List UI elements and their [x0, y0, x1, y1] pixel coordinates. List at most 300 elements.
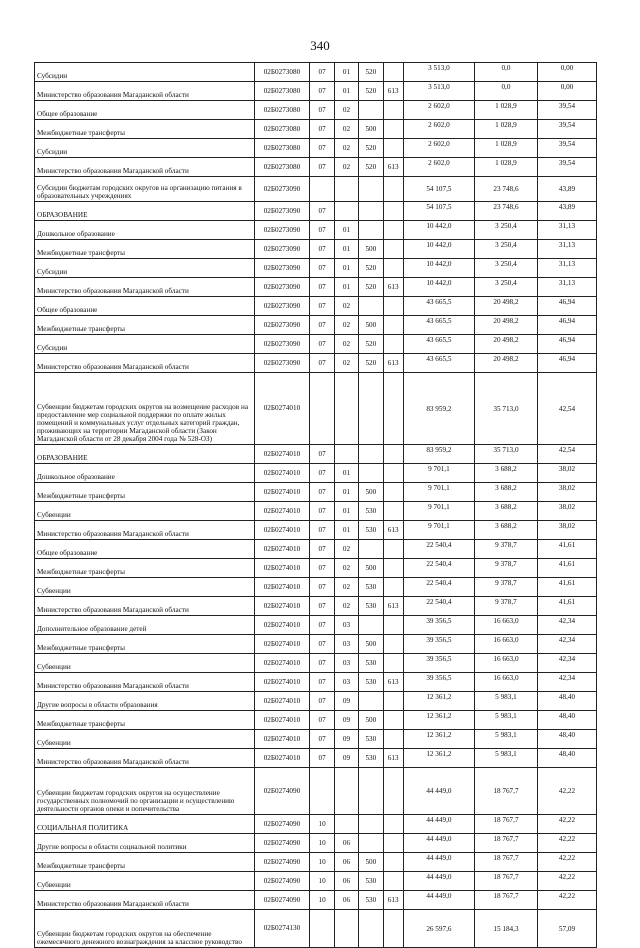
row-section-cell: [310, 177, 334, 202]
row-approved-cell: 39 356,5: [403, 654, 474, 673]
row-code-cell: 02Б0274010: [254, 521, 310, 540]
table-row: [35, 240, 597, 259]
row-subsection-cell: 02: [334, 297, 358, 316]
row-executed-cell: 9 378,7: [474, 597, 537, 616]
row-subsection-cell: 02: [334, 120, 358, 139]
row-administrator-cell: [383, 540, 403, 559]
row-administrator-cell: [383, 259, 403, 278]
row-subsection-cell: 03: [334, 673, 358, 692]
row-code-cell: 02Б0274010: [254, 711, 310, 730]
row-expense-type-cell: 520: [359, 139, 383, 158]
table-row: [35, 692, 597, 711]
row-executed-cell: 5 983,1: [474, 749, 537, 768]
row-percent-cell: 42,22: [537, 815, 596, 834]
table-body: [35, 63, 597, 948]
row-administrator-cell: [383, 711, 403, 730]
row-name-cell: ОБРАЗОВАНИЕ: [35, 202, 255, 221]
row-subsection-cell: 09: [334, 730, 358, 749]
row-executed-cell: 3 688,2: [474, 464, 537, 483]
row-section-cell: 07: [310, 202, 334, 221]
row-executed-cell: 5 983,1: [474, 711, 537, 730]
row-administrator-cell: 613: [383, 673, 403, 692]
row-percent-cell: 31,13: [537, 221, 596, 240]
row-executed-cell: 5 983,1: [474, 692, 537, 711]
row-section-cell: 07: [310, 278, 334, 297]
row-name-cell: Субвенции: [35, 730, 255, 749]
row-name-cell: СОЦИАЛЬНАЯ ПОЛИТИКА: [35, 815, 255, 834]
row-subsection-cell: 02: [334, 101, 358, 120]
row-section-cell: 07: [310, 221, 334, 240]
row-administrator-cell: [383, 240, 403, 259]
row-percent-cell: 42,34: [537, 673, 596, 692]
row-approved-cell: 26 597,6: [403, 910, 474, 948]
row-percent-cell: 43,89: [537, 177, 596, 202]
row-section-cell: 07: [310, 597, 334, 616]
row-approved-cell: 10 442,0: [403, 240, 474, 259]
row-approved-cell: 44 449,0: [403, 853, 474, 872]
row-expense-type-cell: [359, 297, 383, 316]
row-percent-cell: 57,09: [537, 910, 596, 948]
row-administrator-cell: [383, 177, 403, 202]
row-code-cell: 02Б0273090: [254, 221, 310, 240]
row-expense-type-cell: 520: [359, 335, 383, 354]
row-code-cell: 02Б0274090: [254, 815, 310, 834]
row-approved-cell: 3 513,0: [403, 82, 474, 101]
row-approved-cell: 9 701,1: [403, 502, 474, 521]
table-row: [35, 578, 597, 597]
row-executed-cell: 23 748,6: [474, 177, 537, 202]
row-administrator-cell: [383, 559, 403, 578]
row-executed-cell: 20 498,2: [474, 316, 537, 335]
row-executed-cell: 5 983,1: [474, 730, 537, 749]
row-subsection-cell: 09: [334, 711, 358, 730]
row-approved-cell: 44 449,0: [403, 768, 474, 815]
row-section-cell: 07: [310, 692, 334, 711]
row-name-cell: Межбюджетные трансферты: [35, 316, 255, 335]
row-expense-type-cell: [359, 101, 383, 120]
row-administrator-cell: [383, 578, 403, 597]
table-row: [35, 316, 597, 335]
row-expense-type-cell: 520: [359, 63, 383, 82]
row-name-cell: Межбюджетные трансферты: [35, 120, 255, 139]
row-expense-type-cell: [359, 834, 383, 853]
row-percent-cell: 0,00: [537, 63, 596, 82]
table-row: [35, 749, 597, 768]
row-expense-type-cell: 520: [359, 259, 383, 278]
row-subsection-cell: [334, 815, 358, 834]
row-percent-cell: 39,54: [537, 139, 596, 158]
row-code-cell: 02Б0273080: [254, 82, 310, 101]
row-section-cell: 07: [310, 730, 334, 749]
row-approved-cell: 83 959,2: [403, 373, 474, 445]
row-administrator-cell: [383, 483, 403, 502]
row-approved-cell: 39 356,5: [403, 673, 474, 692]
row-subsection-cell: 01: [334, 240, 358, 259]
row-expense-type-cell: 500: [359, 711, 383, 730]
row-name-cell: Субсидии: [35, 63, 255, 82]
row-percent-cell: 42,22: [537, 853, 596, 872]
row-expense-type-cell: 530: [359, 872, 383, 891]
row-percent-cell: 42,34: [537, 616, 596, 635]
row-executed-cell: 9 378,7: [474, 559, 537, 578]
row-percent-cell: 31,13: [537, 259, 596, 278]
row-name-cell: Субсидии: [35, 335, 255, 354]
row-executed-cell: 20 498,2: [474, 354, 537, 373]
row-percent-cell: 38,02: [537, 502, 596, 521]
row-code-cell: 02Б0273080: [254, 101, 310, 120]
row-code-cell: 02Б0274010: [254, 654, 310, 673]
row-expense-type-cell: [359, 768, 383, 815]
row-percent-cell: 0,00: [537, 82, 596, 101]
row-subsection-cell: 06: [334, 853, 358, 872]
row-administrator-cell: [383, 464, 403, 483]
row-name-cell: Министерство образования Магаданской области: [35, 354, 255, 373]
row-code-cell: 02Б0273090: [254, 177, 310, 202]
row-expense-type-cell: [359, 616, 383, 635]
row-percent-cell: 46,94: [537, 335, 596, 354]
row-section-cell: 07: [310, 240, 334, 259]
row-administrator-cell: [383, 834, 403, 853]
row-executed-cell: 1 028,9: [474, 139, 537, 158]
row-name-cell: Межбюджетные трансферты: [35, 635, 255, 654]
row-section-cell: 07: [310, 521, 334, 540]
row-subsection-cell: [334, 445, 358, 464]
row-expense-type-cell: [359, 815, 383, 834]
row-expense-type-cell: 530: [359, 502, 383, 521]
row-percent-cell: 41,61: [537, 597, 596, 616]
row-percent-cell: 41,61: [537, 578, 596, 597]
row-administrator-cell: [383, 692, 403, 711]
row-section-cell: 07: [310, 354, 334, 373]
row-subsection-cell: [334, 910, 358, 948]
row-approved-cell: 9 701,1: [403, 521, 474, 540]
row-section-cell: 07: [310, 297, 334, 316]
row-percent-cell: 43,89: [537, 202, 596, 221]
row-code-cell: 02Б0274010: [254, 445, 310, 464]
row-code-cell: 02Б0273090: [254, 202, 310, 221]
row-code-cell: 02Б0273090: [254, 278, 310, 297]
row-executed-cell: 18 767,7: [474, 853, 537, 872]
row-executed-cell: 35 713,0: [474, 373, 537, 445]
table-row: [35, 373, 597, 445]
row-percent-cell: 42,34: [537, 654, 596, 673]
row-name-cell: Дошкольное образование: [35, 464, 255, 483]
table-row: [35, 768, 597, 815]
row-executed-cell: 3 688,2: [474, 483, 537, 502]
table-row: [35, 730, 597, 749]
row-executed-cell: 0,0: [474, 82, 537, 101]
row-section-cell: [310, 768, 334, 815]
row-percent-cell: 38,02: [537, 483, 596, 502]
row-expense-type-cell: [359, 221, 383, 240]
row-administrator-cell: [383, 101, 403, 120]
row-section-cell: 07: [310, 139, 334, 158]
row-code-cell: 02Б0274010: [254, 730, 310, 749]
row-approved-cell: 12 361,2: [403, 711, 474, 730]
table-row: [35, 158, 597, 177]
row-expense-type-cell: [359, 202, 383, 221]
row-subsection-cell: 01: [334, 278, 358, 297]
row-executed-cell: 16 663,0: [474, 635, 537, 654]
row-expense-type-cell: [359, 464, 383, 483]
row-executed-cell: 16 663,0: [474, 654, 537, 673]
row-administrator-cell: 613: [383, 278, 403, 297]
row-percent-cell: 42,22: [537, 891, 596, 910]
row-code-cell: 02Б0273080: [254, 139, 310, 158]
row-code-cell: 02Б0274010: [254, 373, 310, 445]
row-section-cell: 07: [310, 63, 334, 82]
row-executed-cell: 18 767,7: [474, 815, 537, 834]
row-section-cell: 07: [310, 158, 334, 177]
row-expense-type-cell: 500: [359, 120, 383, 139]
row-expense-type-cell: [359, 373, 383, 445]
table-row: [35, 63, 597, 82]
row-subsection-cell: 06: [334, 872, 358, 891]
row-administrator-cell: [383, 221, 403, 240]
row-percent-cell: 42,22: [537, 872, 596, 891]
row-subsection-cell: 01: [334, 502, 358, 521]
table-row: [35, 335, 597, 354]
page-number: 340: [310, 38, 330, 53]
table-row: [35, 202, 597, 221]
row-name-cell: Министерство образования Магаданской области: [35, 82, 255, 101]
row-executed-cell: 20 498,2: [474, 297, 537, 316]
row-subsection-cell: [334, 373, 358, 445]
row-section-cell: 07: [310, 559, 334, 578]
row-percent-cell: 42,54: [537, 445, 596, 464]
row-subsection-cell: 03: [334, 635, 358, 654]
row-executed-cell: 35 713,0: [474, 445, 537, 464]
row-code-cell: 02Б0274010: [254, 540, 310, 559]
row-administrator-cell: [383, 445, 403, 464]
row-approved-cell: 44 449,0: [403, 815, 474, 834]
row-percent-cell: 48,40: [537, 749, 596, 768]
row-administrator-cell: [383, 872, 403, 891]
row-approved-cell: 39 356,5: [403, 635, 474, 654]
table-row: [35, 521, 597, 540]
row-executed-cell: 3 250,4: [474, 259, 537, 278]
table-row: [35, 82, 597, 101]
row-approved-cell: 22 540,4: [403, 559, 474, 578]
row-percent-cell: 38,02: [537, 464, 596, 483]
row-section-cell: 07: [310, 464, 334, 483]
row-subsection-cell: 09: [334, 749, 358, 768]
table-row: [35, 120, 597, 139]
row-executed-cell: 18 767,7: [474, 834, 537, 853]
row-approved-cell: 39 356,5: [403, 616, 474, 635]
row-section-cell: 07: [310, 259, 334, 278]
row-section-cell: 07: [310, 82, 334, 101]
row-approved-cell: 3 513,0: [403, 63, 474, 82]
row-administrator-cell: [383, 853, 403, 872]
row-name-cell: Общее образование: [35, 297, 255, 316]
row-code-cell: 02Б0273080: [254, 158, 310, 177]
row-code-cell: 02Б0274010: [254, 692, 310, 711]
row-expense-type-cell: 500: [359, 240, 383, 259]
row-code-cell: 02Б0274010: [254, 502, 310, 521]
row-code-cell: 02Б0274010: [254, 483, 310, 502]
row-administrator-cell: 613: [383, 597, 403, 616]
row-approved-cell: 2 602,0: [403, 101, 474, 120]
row-name-cell: Субвенции: [35, 872, 255, 891]
table-row: [35, 635, 597, 654]
row-expense-type-cell: 530: [359, 730, 383, 749]
row-approved-cell: 54 107,5: [403, 202, 474, 221]
row-administrator-cell: [383, 120, 403, 139]
row-code-cell: 02Б0273090: [254, 259, 310, 278]
row-name-cell: Другие вопросы в области социальной политики: [35, 834, 255, 853]
row-section-cell: 07: [310, 502, 334, 521]
row-expense-type-cell: [359, 177, 383, 202]
row-administrator-cell: [383, 730, 403, 749]
row-approved-cell: 43 665,5: [403, 297, 474, 316]
row-expense-type-cell: 520: [359, 158, 383, 177]
row-code-cell: 02Б0274010: [254, 749, 310, 768]
row-expense-type-cell: 530: [359, 654, 383, 673]
row-section-cell: 07: [310, 120, 334, 139]
table-row: [35, 711, 597, 730]
row-expense-type-cell: 520: [359, 354, 383, 373]
row-approved-cell: 44 449,0: [403, 872, 474, 891]
row-executed-cell: 1 028,9: [474, 158, 537, 177]
table-row: [35, 540, 597, 559]
row-percent-cell: 46,94: [537, 316, 596, 335]
row-code-cell: 02Б0274090: [254, 768, 310, 815]
row-approved-cell: 10 442,0: [403, 278, 474, 297]
row-expense-type-cell: [359, 540, 383, 559]
row-approved-cell: 22 540,4: [403, 578, 474, 597]
row-section-cell: [310, 910, 334, 948]
table-row: [35, 616, 597, 635]
row-administrator-cell: [383, 316, 403, 335]
row-name-cell: Субвенции бюджетам городских округов на осуществление государственных полномочий по организации и осуществлению деятельности органов опеки и попечительства: [35, 768, 255, 815]
row-subsection-cell: 02: [334, 158, 358, 177]
row-subsection-cell: 02: [334, 139, 358, 158]
budget-table: [34, 62, 597, 948]
row-section-cell: 07: [310, 335, 334, 354]
table-row: [35, 891, 597, 910]
row-percent-cell: 46,94: [537, 297, 596, 316]
table-row: [35, 872, 597, 891]
row-subsection-cell: [334, 177, 358, 202]
table-row: [35, 910, 597, 948]
row-subsection-cell: 01: [334, 63, 358, 82]
row-expense-type-cell: 530: [359, 597, 383, 616]
row-approved-cell: 9 701,1: [403, 464, 474, 483]
row-section-cell: 10: [310, 834, 334, 853]
row-code-cell: 02Б0274090: [254, 872, 310, 891]
row-subsection-cell: [334, 202, 358, 221]
row-approved-cell: 12 361,2: [403, 692, 474, 711]
row-expense-type-cell: 500: [359, 559, 383, 578]
row-executed-cell: 20 498,2: [474, 335, 537, 354]
row-executed-cell: 3 250,4: [474, 221, 537, 240]
row-executed-cell: 3 688,2: [474, 502, 537, 521]
row-name-cell: Министерство образования Магаданской области: [35, 749, 255, 768]
row-code-cell: 02Б0274010: [254, 464, 310, 483]
row-expense-type-cell: [359, 910, 383, 948]
row-subsection-cell: 01: [334, 521, 358, 540]
row-section-cell: 07: [310, 540, 334, 559]
row-administrator-cell: [383, 768, 403, 815]
row-expense-type-cell: 530: [359, 521, 383, 540]
row-name-cell: Межбюджетные трансферты: [35, 559, 255, 578]
row-executed-cell: 18 767,7: [474, 872, 537, 891]
row-section-cell: 10: [310, 853, 334, 872]
row-subsection-cell: 02: [334, 597, 358, 616]
row-subsection-cell: 01: [334, 221, 358, 240]
row-percent-cell: 41,61: [537, 540, 596, 559]
table-row: [35, 139, 597, 158]
row-code-cell: 02Б0274010: [254, 559, 310, 578]
row-approved-cell: 12 361,2: [403, 749, 474, 768]
row-percent-cell: 42,34: [537, 635, 596, 654]
row-section-cell: 10: [310, 815, 334, 834]
row-percent-cell: 31,13: [537, 278, 596, 297]
table-row: [35, 834, 597, 853]
row-executed-cell: 23 748,6: [474, 202, 537, 221]
row-executed-cell: 3 250,4: [474, 278, 537, 297]
row-code-cell: 02Б0274010: [254, 597, 310, 616]
row-section-cell: 07: [310, 483, 334, 502]
row-executed-cell: 1 028,9: [474, 120, 537, 139]
row-percent-cell: 42,22: [537, 834, 596, 853]
row-percent-cell: 41,61: [537, 559, 596, 578]
row-approved-cell: 43 665,5: [403, 335, 474, 354]
row-executed-cell: 3 688,2: [474, 521, 537, 540]
row-section-cell: 07: [310, 711, 334, 730]
row-percent-cell: 39,54: [537, 158, 596, 177]
row-percent-cell: 38,02: [537, 521, 596, 540]
row-name-cell: Министерство образования Магаданской области: [35, 521, 255, 540]
row-subsection-cell: 01: [334, 483, 358, 502]
row-percent-cell: 46,94: [537, 354, 596, 373]
row-subsection-cell: 09: [334, 692, 358, 711]
row-approved-cell: 10 442,0: [403, 259, 474, 278]
row-code-cell: 02Б0274010: [254, 616, 310, 635]
table-row: [35, 597, 597, 616]
row-percent-cell: 48,40: [537, 711, 596, 730]
row-name-cell: Межбюджетные трансферты: [35, 711, 255, 730]
row-name-cell: Общее образование: [35, 540, 255, 559]
row-name-cell: Дополнительное образование детей: [35, 616, 255, 635]
row-name-cell: Дошкольное образование: [35, 221, 255, 240]
row-section-cell: 07: [310, 578, 334, 597]
row-expense-type-cell: 520: [359, 278, 383, 297]
table-row: [35, 853, 597, 872]
row-approved-cell: 2 602,0: [403, 158, 474, 177]
row-section-cell: 07: [310, 445, 334, 464]
row-subsection-cell: 03: [334, 616, 358, 635]
row-name-cell: Министерство образования Магаданской области: [35, 597, 255, 616]
table-row: [35, 502, 597, 521]
row-subsection-cell: 01: [334, 259, 358, 278]
row-code-cell: 02Б0273080: [254, 120, 310, 139]
row-subsection-cell: 02: [334, 354, 358, 373]
table-row: [35, 259, 597, 278]
row-subsection-cell: 02: [334, 335, 358, 354]
row-section-cell: 07: [310, 749, 334, 768]
row-section-cell: 07: [310, 654, 334, 673]
row-section-cell: [310, 373, 334, 445]
row-approved-cell: 2 602,0: [403, 139, 474, 158]
row-executed-cell: 1 028,9: [474, 101, 537, 120]
row-name-cell: Субсидии: [35, 259, 255, 278]
row-approved-cell: 10 442,0: [403, 221, 474, 240]
row-name-cell: ОБРАЗОВАНИЕ: [35, 445, 255, 464]
row-code-cell: 02Б0274010: [254, 673, 310, 692]
row-expense-type-cell: 500: [359, 635, 383, 654]
